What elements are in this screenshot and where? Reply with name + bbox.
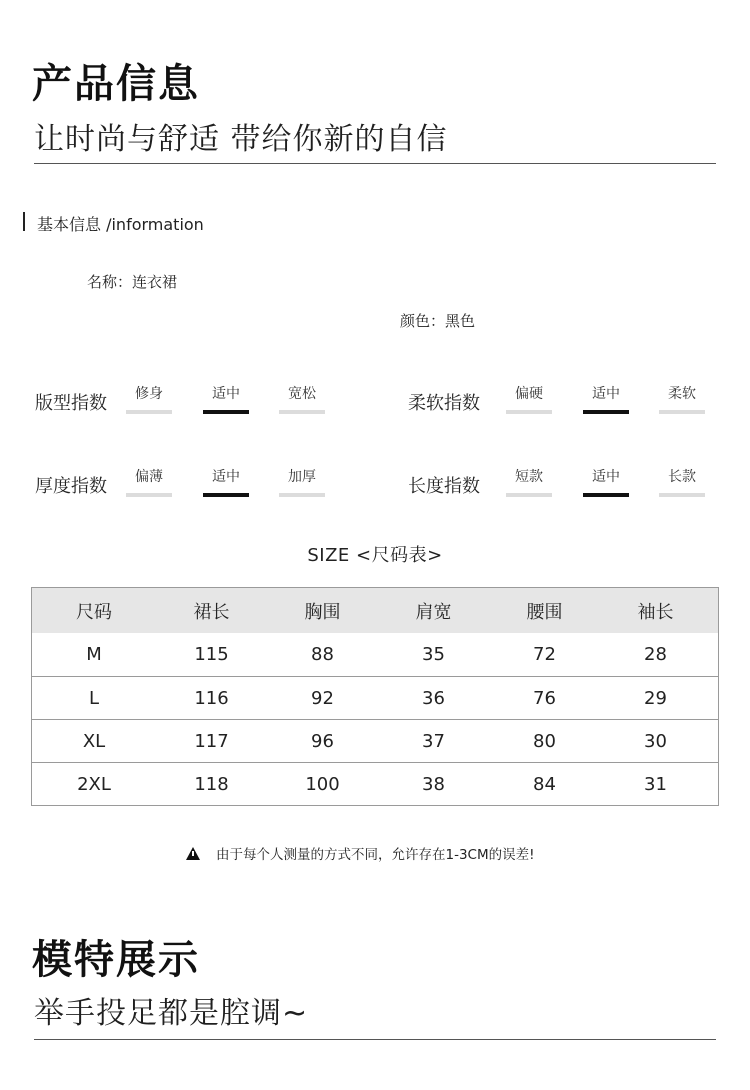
- table-row: [32, 719, 718, 762]
- thickness-option-medium: [203, 467, 249, 497]
- option-label: 适中: [212, 469, 240, 485]
- measurement-notice: [186, 843, 535, 863]
- table-cell: L: [88, 687, 100, 709]
- table-cell: 80: [533, 730, 556, 752]
- softness-option-soft: [659, 384, 705, 414]
- table-header-row: [32, 588, 718, 633]
- table-cell: 37: [422, 730, 445, 752]
- thickness-option-thick: [279, 467, 325, 497]
- table-cell: 29: [644, 687, 667, 709]
- notice-text: 由于每个人测量的方式不同，允许存在1-3CM的误差!: [216, 847, 535, 863]
- header-cell: 尺码: [76, 601, 112, 623]
- header-divider: [34, 163, 716, 164]
- table-cell: 30: [644, 730, 667, 752]
- option-bar: [126, 410, 172, 414]
- table-cell: 118: [194, 773, 229, 795]
- option-label: 适中: [592, 386, 620, 402]
- table-cell: 35: [422, 644, 445, 665]
- header-cell: 肩宽: [415, 601, 452, 623]
- fit-option-slim: [126, 384, 172, 414]
- table-cell: 36: [422, 687, 445, 709]
- header-cell: 胸围: [304, 601, 341, 623]
- option-bar-selected: [583, 410, 629, 414]
- header-cell: 袖长: [637, 601, 674, 623]
- header-cell: 裙长: [193, 601, 230, 623]
- section-marker: [23, 212, 25, 231]
- table-cell: 76: [533, 687, 556, 709]
- length-option-short: [506, 467, 552, 497]
- table-row: [32, 676, 718, 719]
- size-chart-title: SIZE <尺码表>: [307, 545, 443, 566]
- thickness-option-thin: [126, 467, 172, 497]
- option-bar-selected: [203, 410, 249, 414]
- product-color: 颜色：黑色: [400, 312, 476, 330]
- table-cell: 100: [305, 773, 340, 795]
- option-label: 偏硬: [515, 386, 543, 402]
- option-bar-selected: [583, 493, 629, 497]
- table-cell: 115: [194, 644, 229, 665]
- table-cell: M: [86, 644, 102, 665]
- length-option-long: [659, 467, 705, 497]
- option-bar: [506, 493, 552, 497]
- option-bar: [659, 410, 705, 414]
- table-row: [32, 633, 718, 676]
- option-label: 短款: [515, 469, 543, 485]
- table-cell: 2XL: [77, 773, 111, 795]
- table-cell: 92: [311, 687, 334, 709]
- product-info-subtitle: 让时尚与舒适 带给你新的自信: [34, 122, 448, 157]
- length-index-label: 长度指数: [408, 476, 480, 497]
- table-cell: 72: [533, 644, 556, 665]
- model-show-subtitle: 举手投足都是腔调~: [34, 996, 309, 1031]
- option-label: 宽松: [288, 386, 316, 402]
- product-name: 名称：连衣裙: [87, 273, 178, 291]
- softness-option-medium: [583, 384, 629, 414]
- option-bar: [279, 493, 325, 497]
- table-cell: 96: [311, 730, 334, 752]
- option-bar-selected: [203, 493, 249, 497]
- option-label: 加厚: [288, 469, 316, 485]
- option-label: 适中: [592, 469, 620, 485]
- table-row: [32, 762, 718, 805]
- option-label: 柔软: [668, 386, 696, 402]
- option-bar: [506, 410, 552, 414]
- basic-info-label: 基本信息 /information: [37, 215, 204, 234]
- option-bar: [659, 493, 705, 497]
- softness-option-stiff: [506, 384, 552, 414]
- option-bar: [279, 410, 325, 414]
- model-show-title: 模特展示: [32, 937, 200, 983]
- table-cell: XL: [82, 730, 106, 752]
- table-cell: 38: [422, 773, 445, 795]
- thickness-index-label: 厚度指数: [35, 476, 107, 497]
- fit-index-label: 版型指数: [35, 393, 107, 414]
- option-label: 适中: [212, 386, 240, 402]
- product-info-title: 产品信息: [32, 61, 200, 107]
- softness-index-label: 柔软指数: [408, 393, 480, 414]
- length-option-medium: [583, 467, 629, 497]
- option-label: 长款: [668, 469, 696, 485]
- fit-option-regular: [203, 384, 249, 414]
- table-cell: 117: [194, 730, 229, 752]
- table-cell: 31: [644, 773, 667, 795]
- table-cell: 84: [533, 773, 556, 795]
- model-divider: [34, 1039, 716, 1040]
- table-cell: 28: [644, 644, 667, 665]
- option-bar: [126, 493, 172, 497]
- fit-option-loose: [279, 384, 325, 414]
- size-table: [31, 587, 719, 806]
- option-label: 修身: [135, 386, 163, 402]
- option-label: 偏薄: [135, 469, 163, 485]
- header-cell: 腰围: [526, 601, 563, 623]
- warning-triangle-icon: [186, 847, 200, 860]
- table-cell: 88: [311, 644, 334, 665]
- table-cell: 116: [194, 687, 229, 709]
